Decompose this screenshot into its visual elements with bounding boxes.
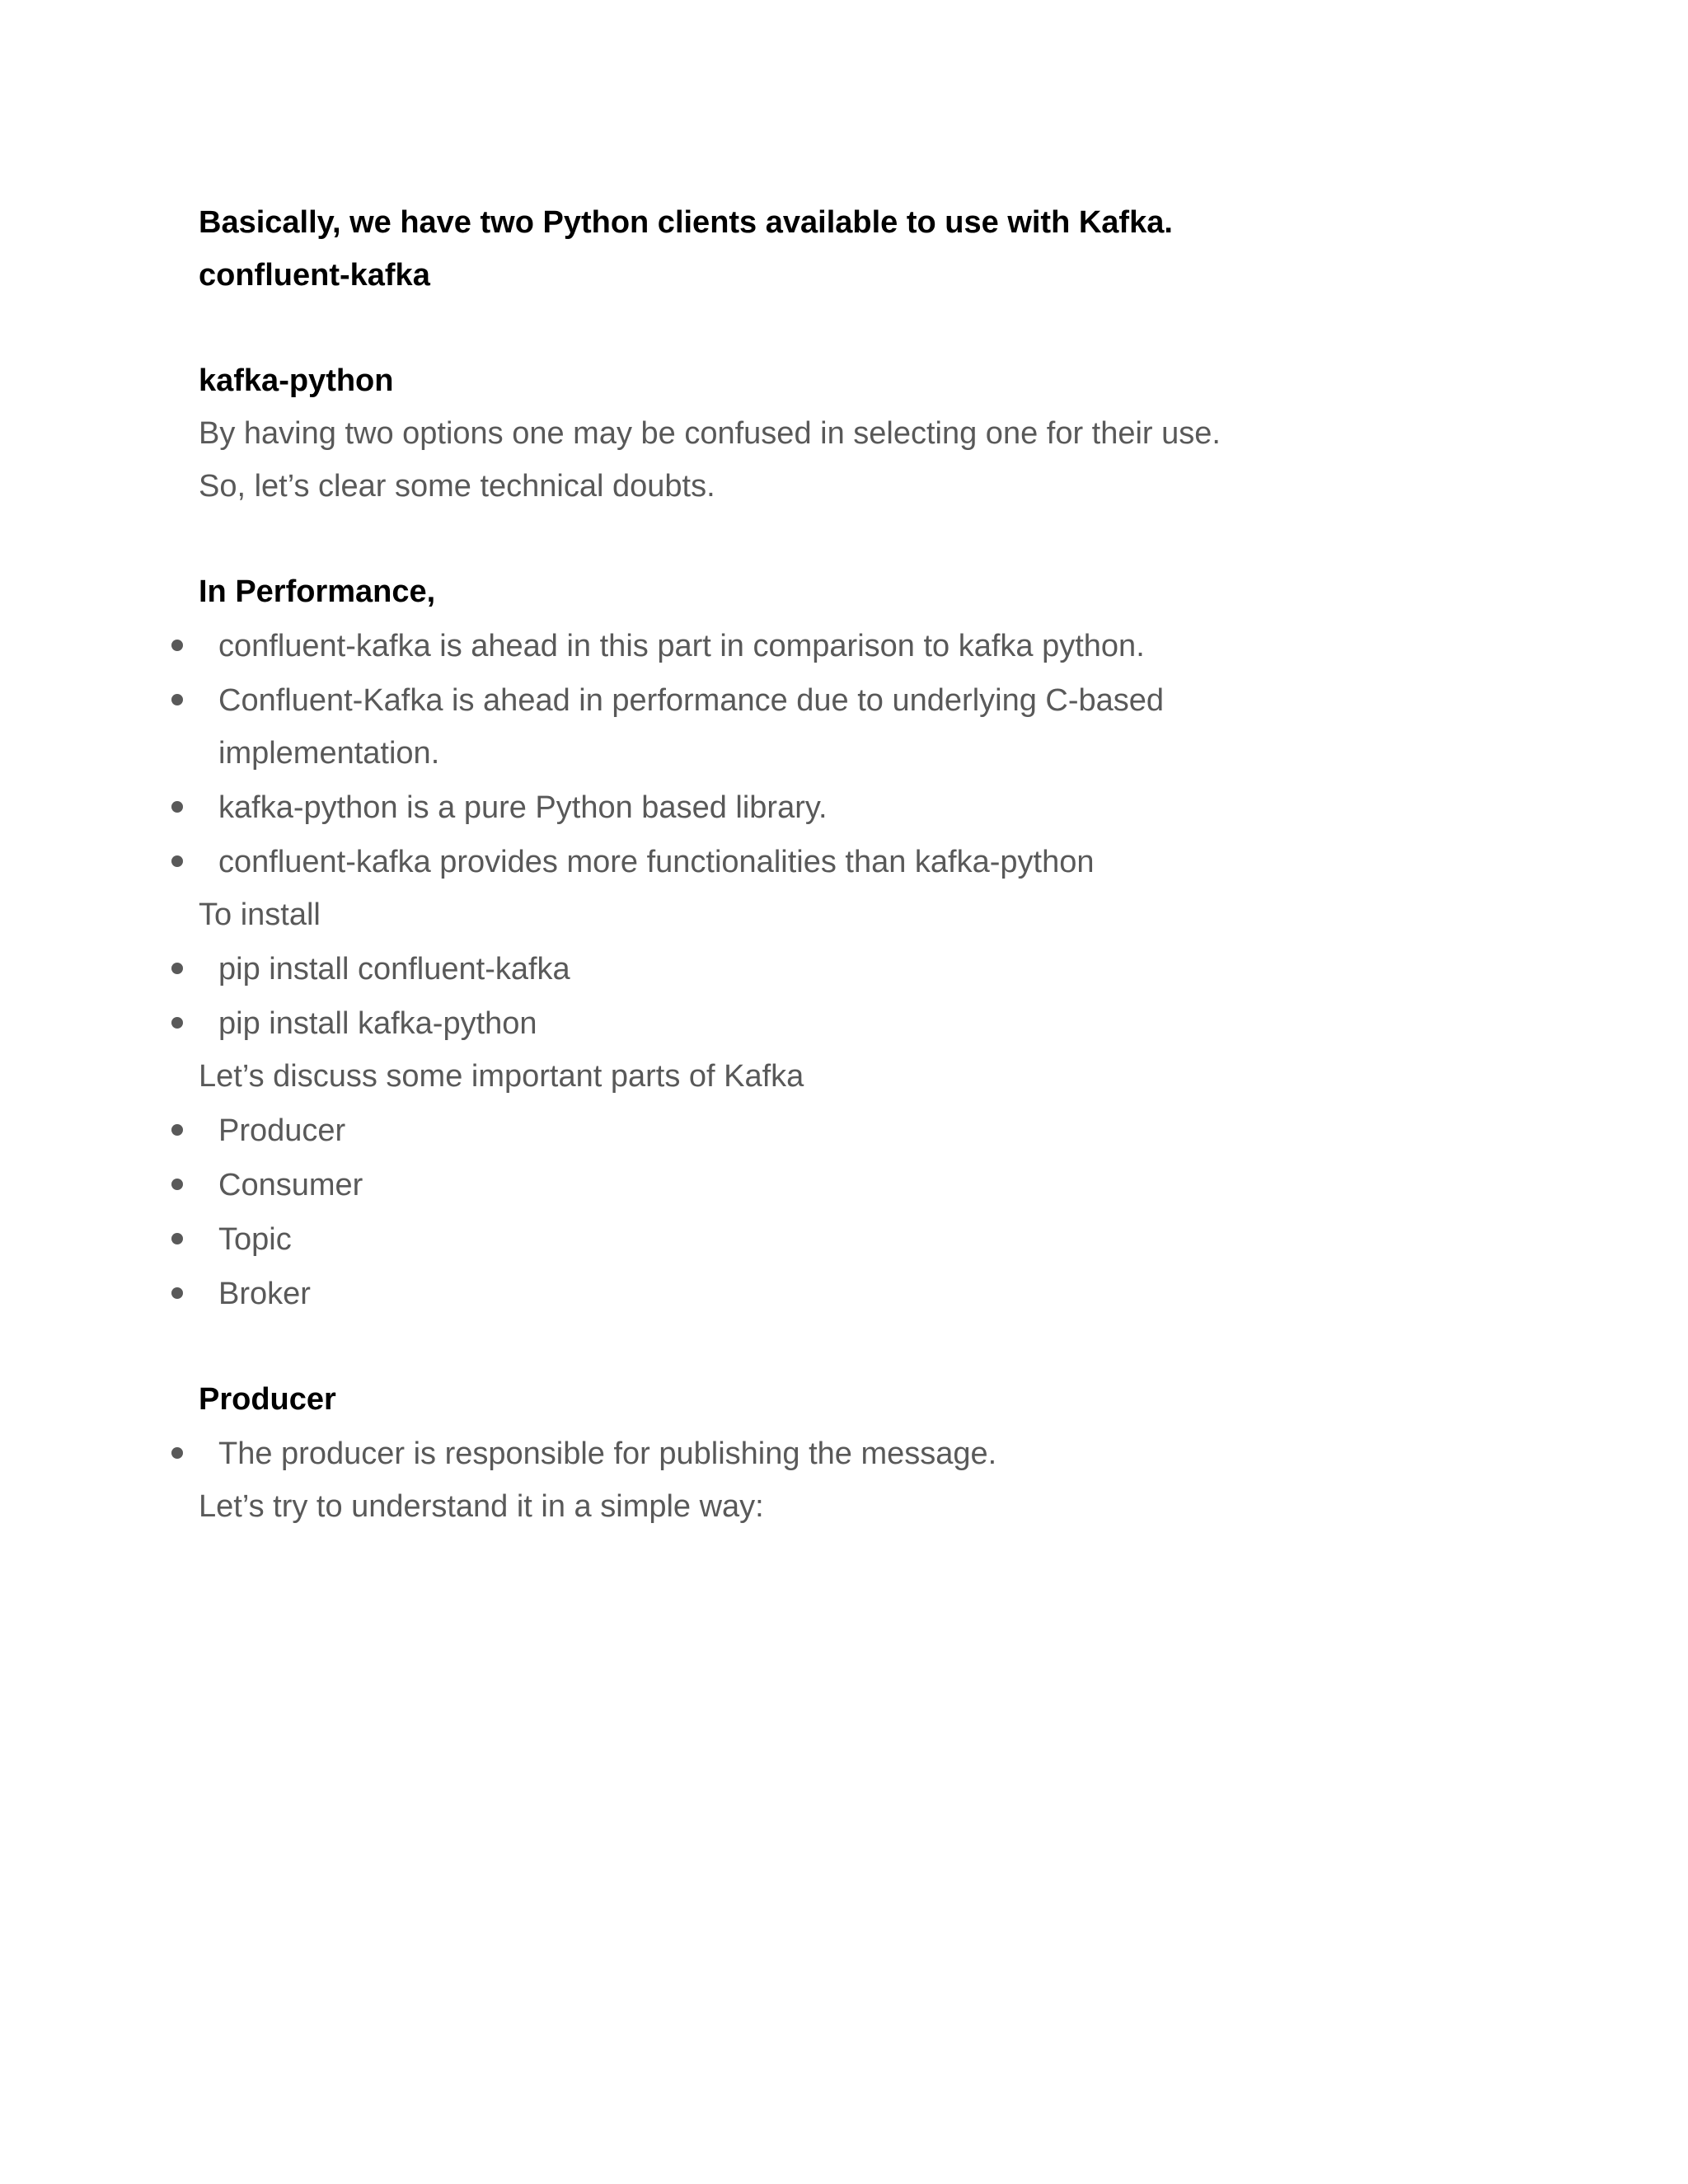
parts-label: Let’s discuss some important parts of Kafka <box>199 1059 804 1094</box>
list-item <box>199 997 1484 1050</box>
bullet-icon <box>171 855 183 867</box>
list-item-text: Producer <box>218 1113 346 1148</box>
kafka-python-heading: kafka-python <box>199 363 394 398</box>
list-item <box>199 1104 1484 1157</box>
list-item <box>199 620 1484 673</box>
producer-heading: Producer <box>199 1382 336 1417</box>
list-item-text: confluent-kafka is ahead in this part in comparison to kafka python. <box>218 629 1145 663</box>
bullet-icon <box>171 963 183 974</box>
document-content <box>199 196 1484 1533</box>
parts-list <box>199 1104 1484 1320</box>
list-item <box>199 1213 1484 1266</box>
performance-list <box>199 620 1484 888</box>
list-item <box>199 674 1484 780</box>
bullet-icon <box>171 1447 183 1459</box>
list-item <box>199 836 1484 888</box>
list-item-text: pip install kafka-python <box>218 1006 537 1041</box>
bullet-icon <box>171 640 183 651</box>
spacer <box>199 1320 1484 1373</box>
kafka-python-paragraph-line-1: By having two options one may be confused in selecting one for their use. <box>199 416 1221 451</box>
list-item-text: The producer is responsible for publishing the message. <box>218 1436 997 1471</box>
spacer <box>199 302 1484 354</box>
intro-heading-line-1: Basically, we have two Python clients available to use with Kafka. <box>199 205 1173 240</box>
install-label: To install <box>199 898 321 932</box>
list-item <box>199 1427 1484 1480</box>
spacer <box>199 513 1484 565</box>
bullet-icon <box>171 801 183 813</box>
bullet-icon <box>171 1017 183 1029</box>
list-item <box>199 1268 1484 1320</box>
list-item <box>199 781 1484 834</box>
bullet-icon <box>171 1124 183 1136</box>
bullet-icon <box>171 1179 183 1190</box>
list-item-text: Consumer <box>218 1168 363 1202</box>
list-item-text: Confluent-Kafka is ahead in performance due to underlying C-based implementation. <box>218 683 1165 771</box>
performance-heading: In Performance, <box>199 574 436 609</box>
bullet-icon <box>171 1287 183 1299</box>
list-item-text: kafka-python is a pure Python based library. <box>218 790 828 825</box>
list-item <box>199 1159 1484 1212</box>
bullet-icon <box>171 1233 183 1244</box>
list-item-text: Topic <box>218 1222 292 1257</box>
install-list <box>199 943 1484 1050</box>
intro-heading-line-2: confluent-kafka <box>199 258 430 293</box>
producer-closing: Let’s try to understand it in a simple way: <box>199 1489 764 1524</box>
list-item-text: pip install confluent-kafka <box>218 952 570 987</box>
producer-list <box>199 1427 1484 1480</box>
list-item-text: Broker <box>218 1277 311 1311</box>
kafka-python-paragraph-line-2: So, let’s clear some technical doubts. <box>199 469 715 504</box>
bullet-icon <box>171 694 183 705</box>
list-item <box>199 943 1484 996</box>
list-item-text: confluent-kafka provides more functionalities than kafka-python <box>218 845 1095 879</box>
